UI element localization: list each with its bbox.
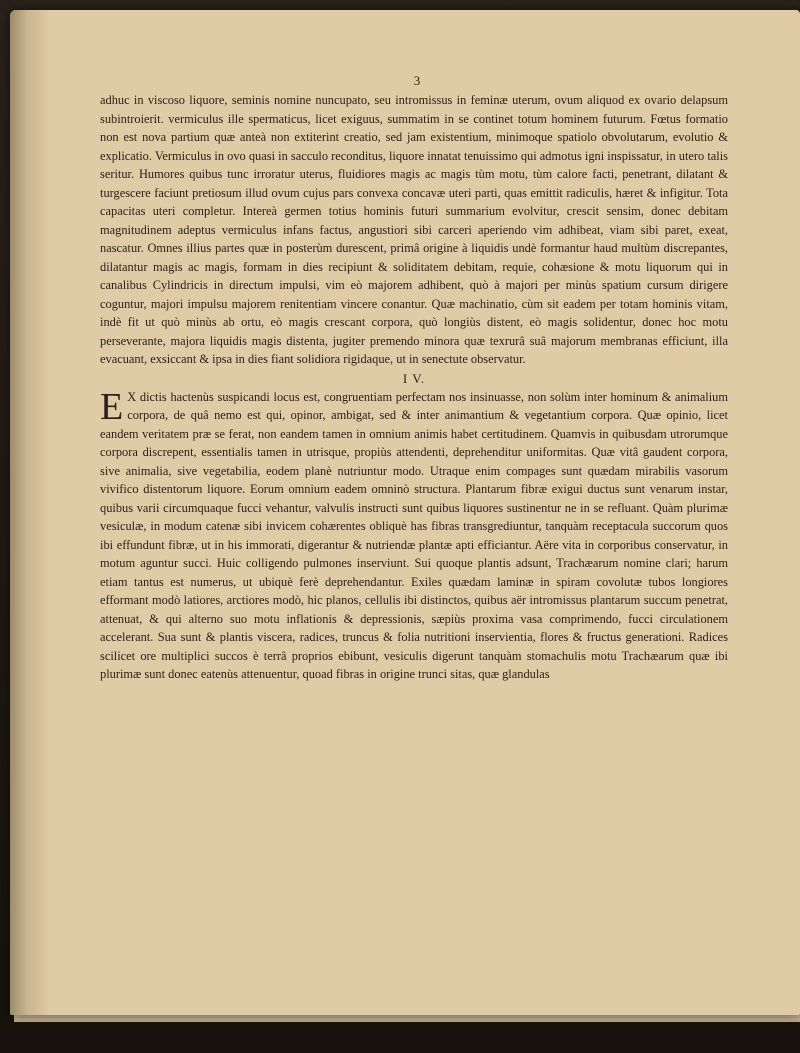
text-column xyxy=(100,72,728,684)
paragraph-two-text: X dictis hactenùs suspicandi locus est, congruentiam perfectam nos insinuasse, non solùm inter hominum & animalium corpora, de quâ nemo est qui, opinor, ambigat, sed & inter animantium & vegetantium corpora. Quæ opinio, licet eandem veritatem præ se ferat, non eandem tamen in omnium animis habet certitudinem. Quamvis in quibusdam utrorumque corpora discrepent, essentialis tamen in utrisque, propiùs attendenti, deprehenditur uniformitas. Quæ vitâ gaudent corpora, sive animalia, sive vegetabilia, eodem planè nutriuntur modo. Utraque enim compages sunt quædam mirabilis vasorum vivifico distentorum liquore. Eorum omnium eadem omninò structura. Plantarum fibræ exigui ductus sunt venarum instar, quibus varii circumquaque fucci vehantur, valvulis instructi sunt quibus liquores sustinentur ne in se refluant. Quàm plurimæ vesiculæ, in modum catenæ sibi invicem cohærentes obliquè has fibras transgrediuntur, tanquàm receptacula succorum quos ibi effundunt fibræ, ut in his immorati, digerantur & nutriendæ plantæ apti efficiantur. Aëre vita in corporibus conservatur, in motum aguntur succi. Huic colligendo pulmones inserviunt. Sui quoque plantis adsunt, Trachæarum nomine clari; harum etiam tantus est numerus, ut ubiquè ferè deprehendantur. Exiles quædam laminæ in spiram covolutæ tubos longiores efformant modò latiores, arctiores modò, hic planos, cellulis ibi distinctos, quibus aër intromissus plantarum succum penetrat, attenuat, & qui alterno suo motu inflationis & depressionis, sæpiùs proxima vasa comprimendo, fucci circulationem accelerant. Sua sunt & plantis viscera, radices, truncus & folia nutritioni inservientia, flores & fructus generationi. Radices scilicet ore multiplici succos è terrâ proprios ebibunt, vesiculis digerunt tanquàm stomachulis motu Trachæarum quæ ibi plurimæ sunt donec eatenùs attenuentur, quoad fibras in origine trunci sitas, quæ glandulas xyxy=(100,389,728,681)
paragraph-two xyxy=(100,385,728,684)
section-heading: I V. xyxy=(402,370,426,386)
page-number: 3 xyxy=(413,73,421,88)
page-gutter xyxy=(10,10,48,1015)
drop-cap: E xyxy=(100,385,124,428)
paragraph-one: adhuc in viscoso liquore, seminis nomine nuncupato, seu intromissus in feminæ uterum, ovum aliquod ex ovario delapsum subintroierit. vermiculus ille spermaticus, licet exiguus, summatim in se continet totum hominem futurum. Fœtus formatio non est nova partium quæ anteà non extiterint creatio, sed jam existentium, minimoque spatiolo obvolutarum, evolutio & explicatio. Vermiculus in ovo quasi in sacculo reconditus, liquore innatat tenuissimo qui admotus igni inspissatur, in utero talis seritur. Humores quibus tunc irroratur uterus, fluidiores magis ac magis tùm motu, tùm calore facti, penetrant, dilatant & turgescere faciunt pretiosum illud ovum cujus pars convexa concavæ uteri parti, quas emittit radiculis, hæret & infigitur. Tota capacitas uteri completur. Intereà germen totius hominis futuri summarium evolvitur, crescit sensim, donec debitam magnitudinem adeptus vermiculus infans factus, angustiori sibi carceri aperiendo vim adhibeat, viam sibi paret, exeat, nascatur. Omnes illius partes quæ in posterùm durescent, primâ origine à liquidis undè formantur haud multùm discrepantes, dilatantur magis ac magis, formam in dies recipiunt & soliditatem debitam, requie, cohæsione & motu liquorum qui in canalibus Cylindricis in directum impulsi, vim eò majorem adhibent, quò à majori per minùs spatium cursum dirigere coguntur, majori impulsu majorem renitentiam vincere conantur. Quæ machinatio, cùm sit eadem per totam hominis vitam, indè fit ut quò minùs ab ortu, eò magis crescant corpora, quò longiùs distent, eò magis solidentur, donec hoc motu perseverante, majora liquidis magis distenta, jugiter premendo minora quæ texrurâ suâ majorum membranas efficiunt, illa evacuant, exsiccant & ipsa in dies fiant solidiora rigidaque, ut in senectute observatur. xyxy=(100,93,728,366)
